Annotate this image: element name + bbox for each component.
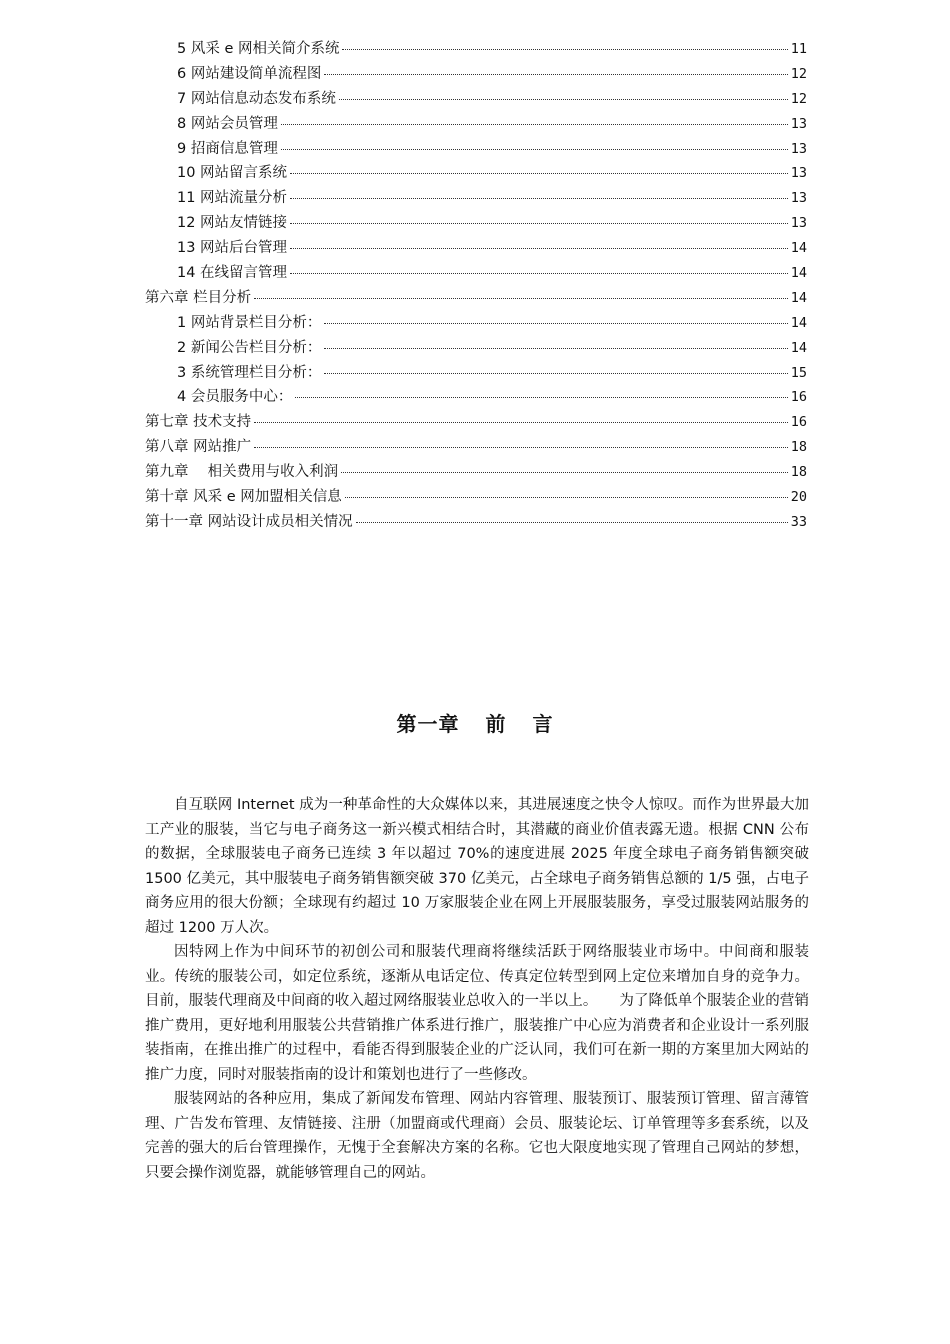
toc-entry[interactable] (145, 186, 807, 211)
toc-entry-label: 8 网站会员管理 (177, 115, 278, 132)
table-of-contents (145, 37, 807, 535)
toc-entry-label: 第八章 网站推广 (145, 439, 252, 456)
toc-dot-leader (342, 49, 787, 50)
toc-entry[interactable] (145, 62, 807, 87)
paragraph-2: 因特网上作为中间环节的初创公司和服装代理商将继续活跃于网络服装业市场中。中间商和服装业。传统的服装公司，如定位系统，逐渐从电话定位、传真定位转型到网上定位来增加自身的竞争力。目前，服装代理商及中间商的收入超过网络服装业总收入的一半以上。 为了降低单个服装企业的营销推广费用，更好地利用服装公共营销推广体系进行推广，服装推广中心应为消费者和企业设计一系列服装指南，在推出推广的过程中，看能否得到服装企业的广泛认同，我们可在新一期的方案里加大网站的推广力度，同时对服装指南的设计和策划也进行了一些修改。 (145, 944, 809, 1083)
toc-entry-label: 11 网站流量分析 (177, 190, 288, 207)
toc-entry-label: 12 网站友情链接 (177, 215, 288, 232)
toc-entry[interactable] (145, 261, 807, 286)
toc-dot-leader (356, 522, 788, 523)
toc-entry-page: 13 (790, 140, 807, 157)
toc-entry-label: 第六章 栏目分析 (145, 289, 252, 306)
toc-entry[interactable] (145, 510, 807, 535)
toc-entry-label: 7 网站信息动态发布系统 (177, 90, 336, 107)
toc-dot-leader (324, 74, 787, 75)
toc-dot-leader (290, 273, 788, 274)
toc-entry[interactable] (145, 336, 807, 361)
toc-entry[interactable] (145, 37, 807, 62)
toc-entry-label: 6 网站建设简单流程图 (177, 65, 322, 82)
toc-entry-page: 13 (790, 115, 807, 132)
toc-entry-page: 14 (790, 265, 807, 282)
toc-entry-page: 18 (790, 464, 807, 481)
toc-dot-leader (324, 373, 787, 374)
toc-entry[interactable] (145, 410, 807, 435)
toc-entry-page: 13 (790, 215, 807, 232)
toc-dot-leader (339, 99, 788, 100)
toc-entry-page: 33 (790, 513, 807, 530)
toc-entry-page: 14 (790, 314, 807, 331)
toc-entry[interactable] (145, 87, 807, 112)
toc-dot-leader (341, 472, 788, 473)
toc-entry[interactable] (145, 112, 807, 137)
toc-entry-page: 15 (790, 364, 807, 381)
toc-dot-leader (345, 497, 788, 498)
toc-dot-leader (281, 124, 788, 125)
toc-entry-page: 13 (790, 190, 807, 207)
toc-entry[interactable] (145, 385, 807, 410)
toc-entry[interactable] (145, 485, 807, 510)
toc-entry[interactable] (145, 286, 807, 311)
paragraph-3: 服装网站的各种应用，集成了新闻发布管理、网站内容管理、服装预订、服装预订管理、留言薄管理、广告发布管理、友情链接、注册（加盟商或代理商）会员、服装论坛、订单管理等多套系统，以及完善的强大的后台管理操作，无愧于全套解决方案的名称。它也大限度地实现了管理自己网站的梦想，只要会操作浏览器，就能够管理自己的网站。 (145, 1091, 809, 1181)
toc-entry-label: 4 会员服务中心： (177, 389, 293, 406)
toc-entry[interactable] (145, 311, 807, 336)
paragraph-1: 自互联网 Internet 成为一种革命性的大众媒体以来，其进展速度之快令人惊叹。而作为世界最大加工产业的服装，当它与电子商务这一新兴模式相结合时，其潜藏的商业价值表露无遗。根据 CNN 公布的数据，全球服装电子商务已连续 3 年以超过 70%的速度进展 2025 年度全球电子商务销售额突破 1500 亿美元，其中服装电子商务销售额突破 370 亿美元，占全球电子商务销售总额的 1/5 强，占电子商务应用的很大份额；全球现有约超过 10 万家服装企业在网上开展服装服务，享受过服装网站服务的超过 1200 万人次。 (145, 797, 809, 936)
toc-entry-label: 第十一章 网站设计成员相关情况 (145, 513, 353, 530)
toc-entry-label: 14 在线留言管理 (177, 265, 288, 282)
toc-entry-label: 第七章 技术支持 (145, 414, 252, 431)
toc-entry-page: 18 (790, 439, 807, 456)
toc-entry[interactable] (145, 236, 807, 261)
toc-dot-leader (281, 149, 788, 150)
toc-dot-leader (295, 397, 787, 398)
toc-dot-leader (254, 447, 788, 448)
toc-entry-label: 2 新闻公告栏目分析： (177, 339, 322, 356)
toc-entry-label: 第十章 风采 e 网加盟相关信息 (145, 489, 342, 506)
toc-dot-leader (254, 422, 788, 423)
toc-entry-label: 9 招商信息管理 (177, 140, 278, 157)
toc-dot-leader (290, 173, 788, 174)
toc-entry[interactable] (145, 460, 807, 485)
toc-entry-page: 14 (790, 289, 807, 306)
toc-entry-page: 14 (790, 339, 807, 356)
toc-dot-leader (290, 248, 788, 249)
toc-dot-leader (290, 198, 788, 199)
toc-entry-page: 20 (790, 489, 807, 506)
toc-entry-page: 11 (790, 41, 807, 57)
toc-entry[interactable] (145, 137, 807, 162)
toc-entry[interactable] (145, 361, 807, 386)
toc-dot-leader (324, 323, 787, 324)
toc-entry-label: 10 网站留言系统 (177, 165, 288, 182)
toc-entry[interactable] (145, 211, 807, 236)
toc-entry[interactable] (145, 161, 807, 186)
toc-dot-leader (290, 223, 788, 224)
toc-entry-page: 13 (790, 165, 807, 182)
toc-entry-page: 12 (790, 90, 807, 107)
toc-entry-label: 13 网站后台管理 (177, 240, 288, 257)
chapter-title: 第一章 前 言 (396, 712, 554, 736)
toc-dot-leader (324, 348, 787, 349)
toc-entry-label: 1 网站背景栏目分析： (177, 314, 322, 331)
toc-entry-page: 16 (790, 389, 807, 406)
toc-entry-label: 第九章 相关费用与收入利润 (145, 464, 339, 481)
toc-entry-page: 12 (790, 65, 807, 82)
toc-entry[interactable] (145, 435, 807, 460)
toc-entry-page: 16 (790, 414, 807, 431)
toc-entry-label: 3 系统管理栏目分析： (177, 364, 322, 381)
toc-dot-leader (254, 298, 788, 299)
toc-entry-label: 5 风采 e 网相关简介系统 (177, 41, 340, 57)
toc-entry-page: 14 (790, 240, 807, 257)
chapter-body (145, 793, 809, 1185)
